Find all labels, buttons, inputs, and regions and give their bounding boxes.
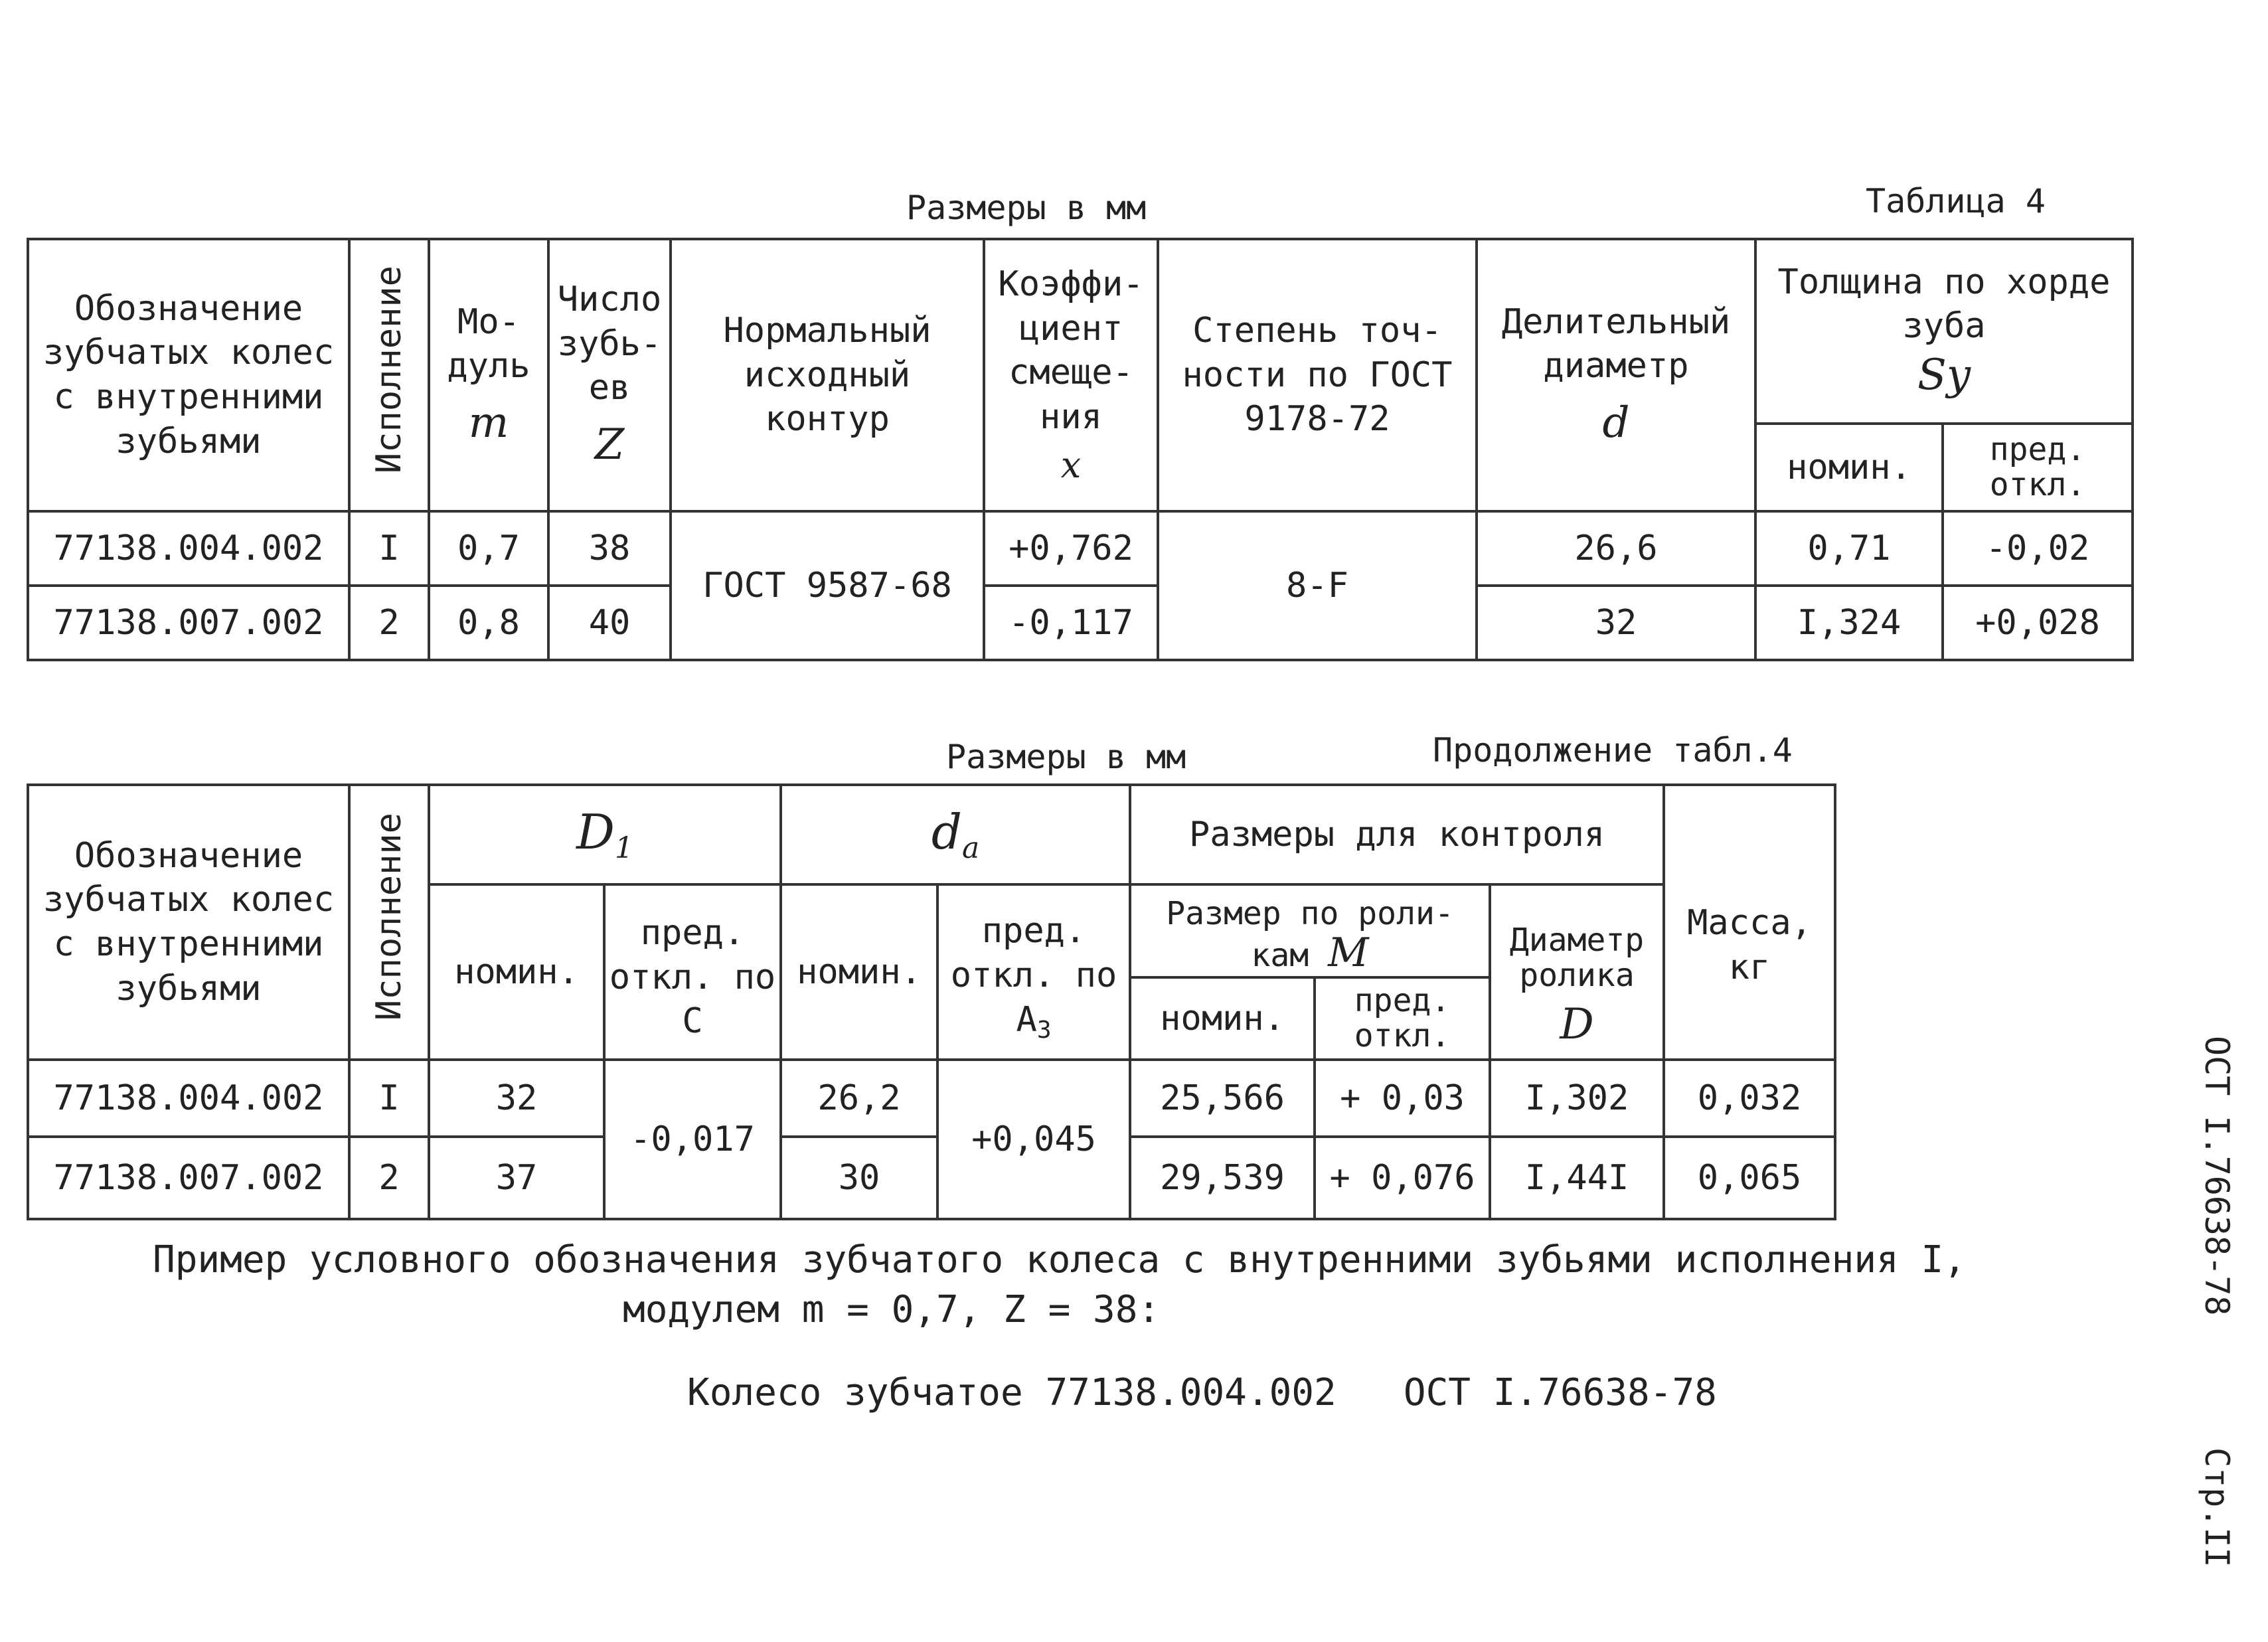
header-da-nominal: номин. xyxy=(781,884,937,1060)
version-cell: 2 xyxy=(349,586,429,660)
mass-cell: 0,032 xyxy=(1664,1060,1835,1137)
table-row xyxy=(28,511,2133,586)
header-profile: Нормальный исходный контур xyxy=(671,239,984,511)
table-4 xyxy=(27,238,2134,661)
header-thickness-deviation: пред. откл. xyxy=(1943,424,2133,511)
example-designation: Колесо зубчатое 77138.004.002 ОСТ I.76638-78 xyxy=(687,1371,1717,1414)
teeth-cell: 40 xyxy=(548,586,671,660)
thickness-deviation-cell: +0,028 xyxy=(1943,586,2133,660)
thickness-nominal-cell: I,324 xyxy=(1755,586,1943,660)
d1-deviation-cell: -0,017 xyxy=(604,1060,781,1219)
header-control: Размеры для контроля xyxy=(1130,785,1664,884)
da-nominal-cell: 26,2 xyxy=(781,1060,937,1137)
header-roller-diameter: Диаметр ролика D xyxy=(1490,884,1664,1060)
page-number: Стр.II xyxy=(2198,1447,2236,1568)
header-m-nominal: номин. xyxy=(1130,977,1315,1060)
d1-symbol: D xyxy=(576,804,615,861)
header-diameter: Делительный диаметр d xyxy=(1477,239,1755,511)
version-cell: 2 xyxy=(349,1137,429,1219)
shift-symbol: x xyxy=(1060,444,1082,486)
header-shift: Коэффи- циент смеще- ния x xyxy=(984,239,1158,511)
roller-diameter-cell: I,302 xyxy=(1490,1060,1664,1137)
diameter-cell: 26,6 xyxy=(1477,511,1755,586)
header-mass: Масса, кг xyxy=(1664,785,1835,1060)
table-row xyxy=(28,1060,1835,1137)
header-designation: Обозначение зубчатых колес с внутренними зубьями xyxy=(28,239,349,511)
module-cell: 0,8 xyxy=(429,586,548,660)
thickness-symbol: Sy xyxy=(1917,350,1971,400)
header-version: Исполнение xyxy=(349,239,429,511)
da-deviation-cell: +0,045 xyxy=(937,1060,1130,1219)
roller-diameter-cell: I,44I xyxy=(1490,1137,1664,1219)
header-da xyxy=(781,785,1130,884)
module-symbol: m xyxy=(468,398,509,448)
diameter-cell: 32 xyxy=(1477,586,1755,660)
table1-units-caption: Размеры в мм xyxy=(906,189,1147,227)
header-teeth: Число зубь- ев Z xyxy=(548,239,671,511)
header-version: Исполнение xyxy=(349,785,429,1060)
header-d1-deviation: пред. откл. по С xyxy=(604,884,781,1060)
table1-title: Таблица 4 xyxy=(1866,182,2046,220)
header-d1 xyxy=(429,785,781,884)
roller-diameter-symbol: D xyxy=(1560,999,1594,1049)
example-line-1: Пример условного обозначения зубчатого колеса с внутренними зубьями исполнения I, xyxy=(153,1238,1966,1281)
m-nominal-cell: 25,566 xyxy=(1130,1060,1315,1137)
da-subscript: a xyxy=(961,831,980,866)
thickness-nominal-cell: 0,71 xyxy=(1755,511,1943,586)
header-m-deviation: пред. откл. xyxy=(1315,977,1490,1060)
designation-cell: 77138.004.002 xyxy=(28,511,349,586)
table-row xyxy=(28,1137,1835,1219)
table2-title: Продолжение табл.4 xyxy=(1433,731,1793,770)
header-roller-size: Размер по роли- кам M xyxy=(1130,884,1490,977)
version-cell: I xyxy=(349,1060,429,1137)
header-designation: Обозначение зубчатых колес с внутренними зубьями xyxy=(28,785,349,1060)
da-symbol: d xyxy=(931,804,962,861)
accuracy-cell: 8-F xyxy=(1158,511,1477,660)
roller-size-symbol: M xyxy=(1328,930,1369,977)
version-cell: I xyxy=(349,511,429,586)
da-nominal-cell: 30 xyxy=(781,1137,937,1219)
teeth-cell: 38 xyxy=(548,511,671,586)
header-d1-nominal: номин. xyxy=(429,884,604,1060)
header-module: Мо- дуль m xyxy=(429,239,548,511)
header-da-deviation: пред. откл. по $А_3$ xyxy=(937,884,1130,1060)
diameter-symbol: d xyxy=(1602,398,1630,448)
header-thickness-nominal: номин. xyxy=(1755,424,1943,511)
designation-cell: 77138.007.002 xyxy=(28,1137,349,1219)
m-deviation-cell: + 0,076 xyxy=(1315,1137,1490,1219)
d1-subscript: 1 xyxy=(614,831,633,866)
m-nominal-cell: 29,539 xyxy=(1130,1137,1315,1219)
standard-number: ОСТ I.76638-78 xyxy=(2198,1036,2236,1316)
header-thickness: Толщина по хорде зуба Sy xyxy=(1755,239,2133,424)
table2-units-caption: Размеры в мм xyxy=(946,738,1186,776)
profile-cell: ГОСТ 9587-68 xyxy=(671,511,984,660)
m-deviation-cell: + 0,03 xyxy=(1315,1060,1490,1137)
thickness-deviation-cell: -0,02 xyxy=(1943,511,2133,586)
shift-cell: +0,762 xyxy=(984,511,1158,586)
designation-cell: 77138.004.002 xyxy=(28,1060,349,1137)
module-cell: 0,7 xyxy=(429,511,548,586)
table-row xyxy=(28,586,2133,660)
example-line-2: модулем m = 0,7, Z = 38: xyxy=(623,1288,1161,1331)
mass-cell: 0,065 xyxy=(1664,1137,1835,1219)
table-4-continuation xyxy=(27,783,1836,1220)
header-accuracy: Степень точ- ности по ГОСТ 9178-72 xyxy=(1158,239,1477,511)
d1-nominal-cell: 32 xyxy=(429,1060,604,1137)
d1-nominal-cell: 37 xyxy=(429,1137,604,1219)
shift-cell: -0,117 xyxy=(984,586,1158,660)
teeth-symbol: Z xyxy=(594,420,625,469)
designation-cell: 77138.007.002 xyxy=(28,586,349,660)
